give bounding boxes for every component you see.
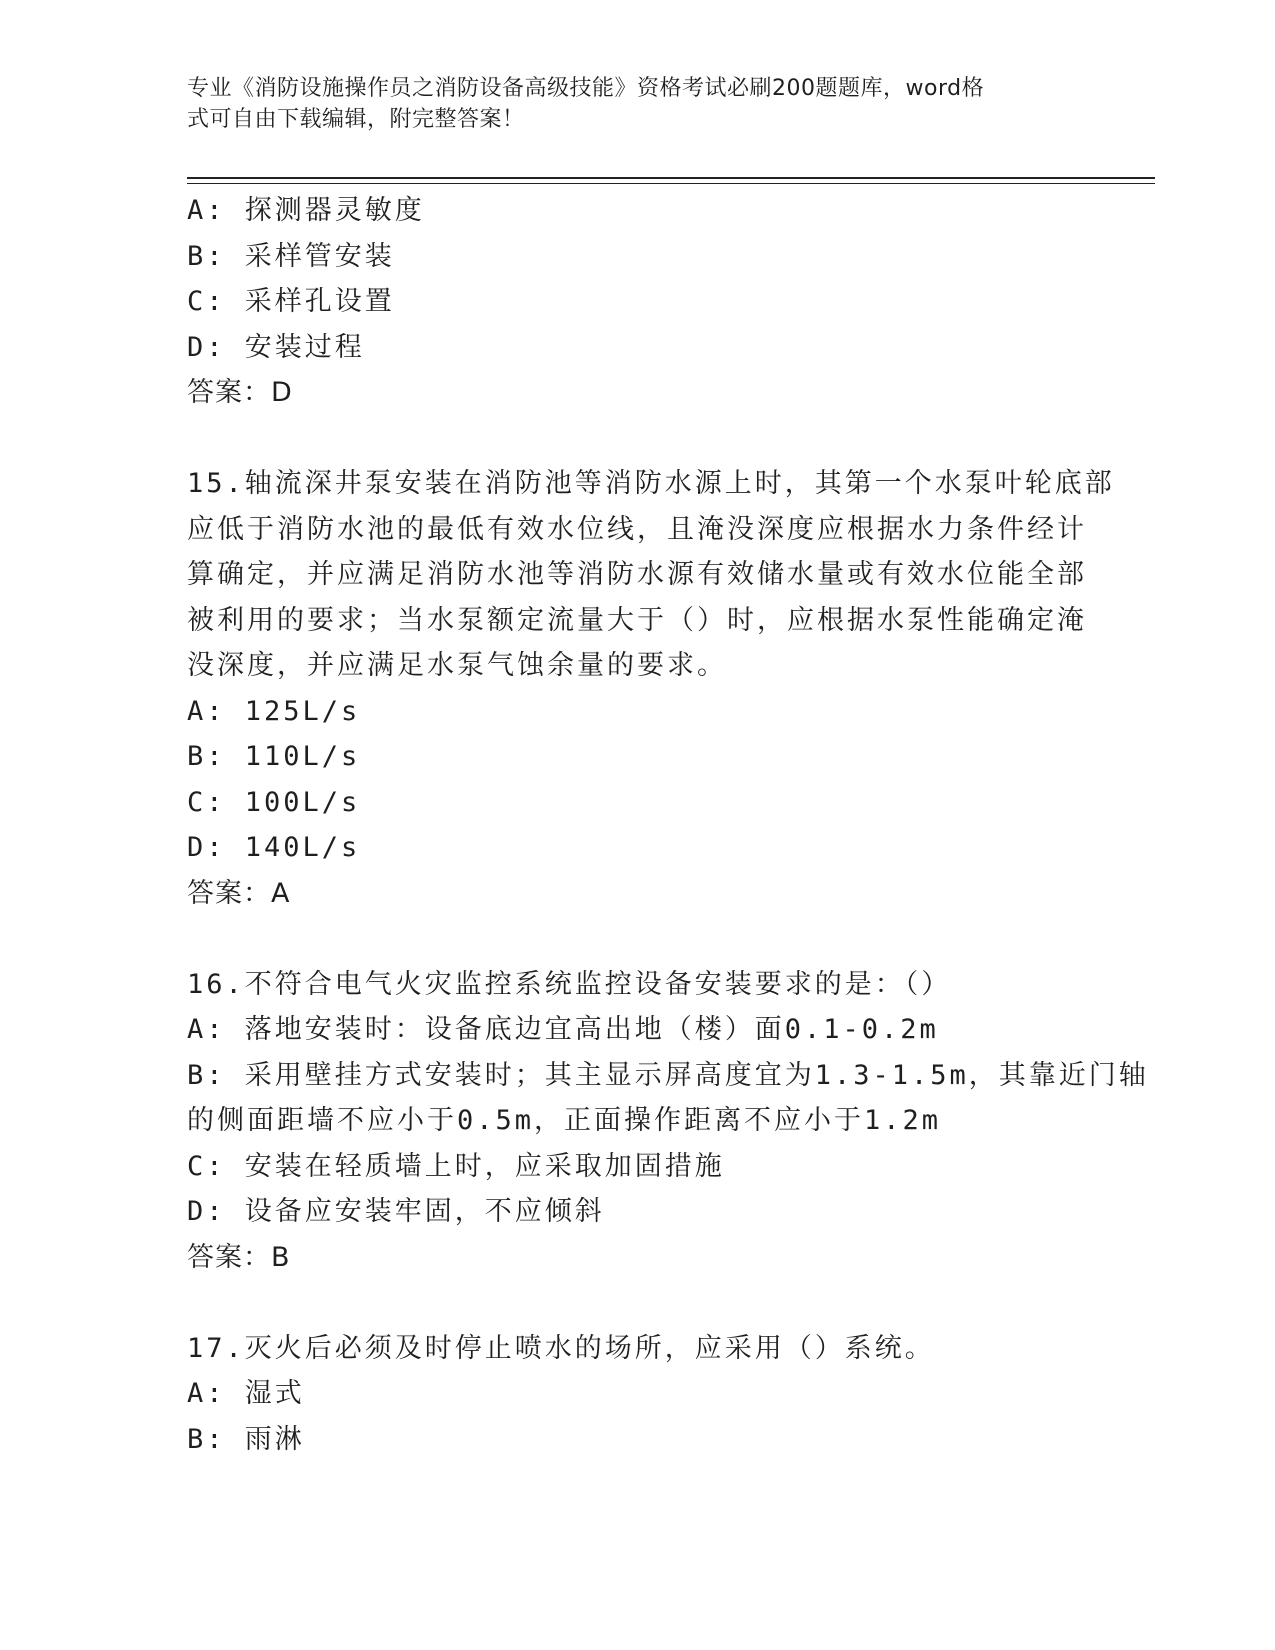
answer-line: 答案：A [187, 877, 291, 909]
question-text [187, 461, 1115, 689]
question-text-line: 被利用的要求；当水泵额定流量大于（）时，应根据水泵性能确定淹 [187, 604, 1087, 636]
option-d: D: 140L/s [187, 832, 361, 863]
option-d: D: 安装过程 [187, 331, 365, 363]
option-b-continued: 的侧面距墙不应小于0.5m，正面操作距离不应小于1.2m [187, 1105, 942, 1136]
option-b: B: 采用壁挂方式安装时；其主显示屏高度宜为1.3-1.5m，其靠近门轴 [187, 1059, 1149, 1091]
question-14-continued [187, 188, 1087, 416]
question-text-line: 应低于消防水池的最低有效水位线，且淹没深度应根据水力条件经计 [187, 513, 1087, 545]
question-text: 16.不符合电气火灾监控系统监控设备安装要求的是：（） [187, 968, 952, 1000]
option-b: B: 110L/s [187, 741, 361, 772]
header-divider-thin [187, 183, 1155, 184]
answer-line: 答案：D [187, 377, 293, 408]
answer-line: 答案：B [187, 1241, 291, 1273]
spacer [187, 416, 1087, 462]
header-line-1: 专业《消防设施操作员之消防设备高级技能》资格考试必刷200题题库，word格 [187, 76, 985, 101]
option-a: A: 湿式 [187, 1378, 305, 1409]
spacer [187, 1280, 1087, 1326]
question-text: 17.灭火后必须及时停止喷水的场所，应采用（）系统。 [187, 1332, 935, 1364]
option-a: A: 探测器灵敏度 [187, 195, 425, 226]
option-b: B: 采样管安装 [187, 240, 395, 272]
header-divider-thick [187, 177, 1155, 179]
option-d: D: 设备应安装牢固，不应倾斜 [187, 1196, 605, 1227]
question-text-line: 算确定，并应满足消防水池等消防水源有效储水量或有效水位能全部 [187, 559, 1087, 590]
document-header [187, 73, 1067, 135]
question-list [187, 188, 1149, 1462]
question-15 [187, 461, 1115, 916]
spacer [187, 916, 1087, 962]
option-b: B: 雨淋 [187, 1423, 305, 1455]
header-line-2: 式可自由下载编辑，附完整答案！ [187, 107, 525, 132]
option-c: C: 采样孔设置 [187, 286, 395, 317]
option-c: C: 100L/s [187, 786, 361, 818]
question-16 [187, 962, 1149, 1281]
question-text-line: 没深度，并应满足水泵气蚀余量的要求。 [187, 650, 727, 681]
option-a: A: 落地安装时：设备底边宜高出地（楼）面0.1-0.2m [187, 1014, 939, 1045]
question-17 [187, 1326, 1087, 1463]
option-c: C: 安装在轻质墙上时，应采取加固措施 [187, 1150, 725, 1182]
question-text-line: 15.轴流深井泵安装在消防池等消防水源上时，其第一个水泵叶轮底部 [187, 468, 1115, 499]
option-a: A: 125L/s [187, 695, 361, 727]
